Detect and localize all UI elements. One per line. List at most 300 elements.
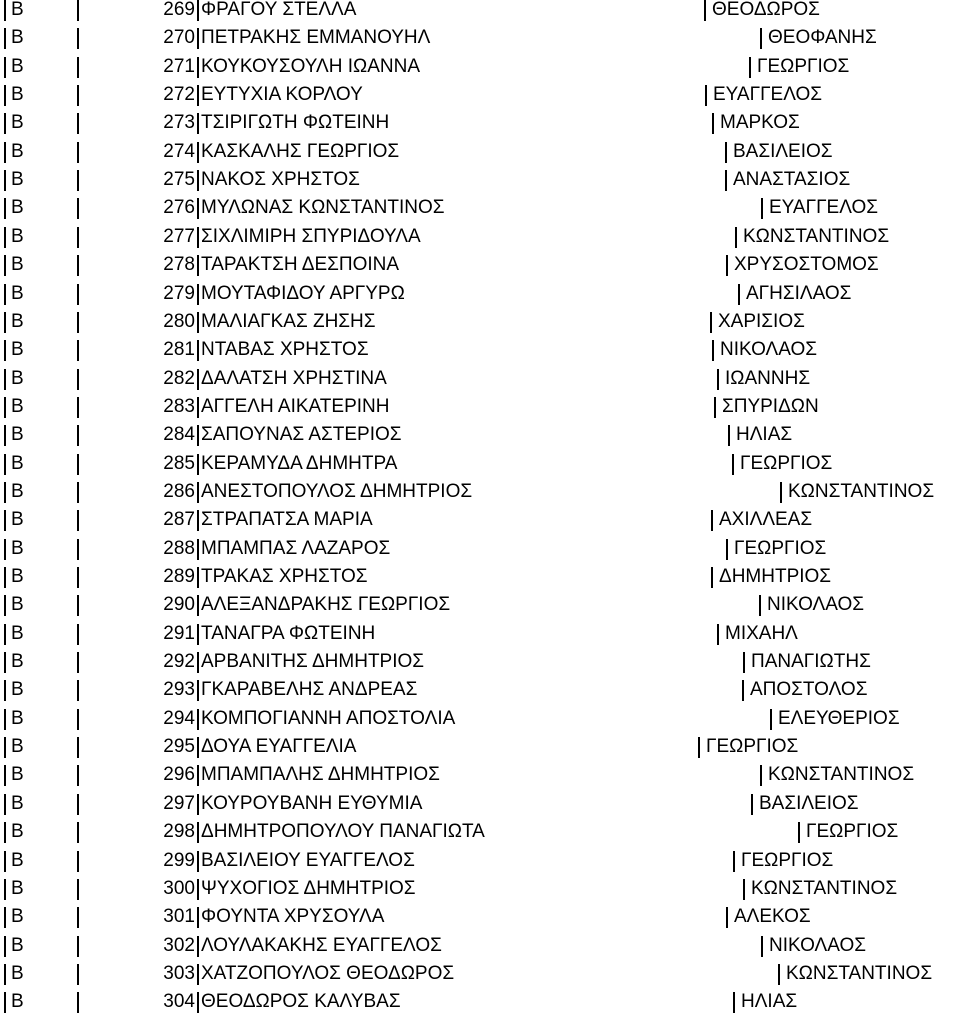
column-divider (77, 822, 79, 843)
number-cell: 295 (163, 736, 195, 758)
table-row (0, 535, 960, 563)
column-divider (751, 794, 753, 815)
name-cell: ΑΛΕΞΑΝΔΡΑΚΗΣ ΓΕΩΡΓΙΟΣ (201, 594, 451, 616)
column-divider (4, 369, 6, 390)
column-divider (77, 652, 79, 673)
column-divider (197, 340, 199, 361)
column-divider (77, 964, 79, 985)
column-divider (77, 397, 79, 418)
column-divider (4, 539, 6, 560)
column-divider (698, 737, 700, 758)
column-divider (197, 482, 199, 503)
column-divider (77, 198, 79, 219)
column-divider (4, 510, 6, 531)
class-cell: Β (11, 651, 24, 673)
table-row (0, 818, 960, 846)
column-divider (4, 454, 6, 475)
column-divider (77, 0, 79, 21)
column-divider (77, 567, 79, 588)
number-cell: 292 (163, 651, 195, 673)
name-cell: ΓΚΑΡΑΒΕΛΗΣ ΑΝΔΡΕΑΣ (201, 679, 418, 701)
column-divider (197, 765, 199, 786)
father-name-cell: ΓΕΩΡΓΙΟΣ (706, 736, 799, 758)
column-divider (4, 794, 6, 815)
class-cell: Β (11, 310, 24, 332)
table-row (0, 875, 960, 903)
name-cell: ΔΟΥΑ ΕΥΑΓΓΕΛΙΑ (201, 736, 357, 758)
column-divider (760, 765, 762, 786)
column-divider (77, 709, 79, 730)
name-cell: ΜΟΥΤΑΦΙΔΟΥ ΑΡΓΥΡΩ (201, 282, 405, 304)
column-divider (197, 454, 199, 475)
father-name-cell: ΝΙΚΟΛΑΟΣ (769, 934, 867, 956)
column-divider (77, 113, 79, 134)
table-row (0, 223, 960, 251)
name-cell: ΝΤΑΒΑΣ ΧΡΗΣΤΟΣ (201, 339, 369, 361)
class-cell: Β (11, 707, 24, 729)
table-row (0, 620, 960, 648)
column-divider (197, 28, 199, 49)
class-cell: Β (11, 594, 24, 616)
table-row (0, 24, 960, 52)
table-row (0, 109, 960, 137)
column-divider (4, 964, 6, 985)
table-row (0, 648, 960, 676)
column-divider (712, 340, 714, 361)
father-name-cell: ΧΡΥΣΟΣΤΟΜΟΣ (734, 254, 879, 276)
father-name-cell: ΚΩΝΣΤΑΝΤΙΝΟΣ (751, 877, 898, 899)
class-cell: Β (11, 0, 24, 20)
column-divider (798, 822, 800, 843)
column-divider (778, 964, 780, 985)
father-name-cell: ΓΕΩΡΓΙΟΣ (740, 452, 833, 474)
column-divider (717, 624, 719, 645)
column-divider (197, 822, 199, 843)
table-row (0, 336, 960, 364)
number-cell: 298 (163, 821, 195, 843)
name-cell: ΣΑΠΟΥΝΑΣ ΑΣΤΕΡΙΟΣ (201, 424, 402, 446)
column-divider (4, 170, 6, 191)
table-row (0, 53, 960, 81)
table-row (0, 705, 960, 733)
column-divider (4, 397, 6, 418)
name-cell: ΝΑΚΟΣ ΧΡΗΣΤΟΣ (201, 169, 360, 191)
column-divider (4, 879, 6, 900)
name-cell: ΤΑΝΑΓΡΑ ΦΩΤΕΙΝΗ (201, 622, 376, 644)
father-name-cell: ΘΕΟΦΑΝΗΣ (768, 27, 877, 49)
column-divider (197, 198, 199, 219)
column-divider (77, 907, 79, 928)
father-name-cell: ΓΕΩΡΓΙΟΣ (741, 849, 834, 871)
column-divider (726, 255, 728, 276)
column-divider (77, 284, 79, 305)
column-divider (77, 340, 79, 361)
number-cell: 270 (163, 27, 195, 49)
father-name-cell: ΜΑΡΚΟΣ (720, 112, 800, 134)
number-cell: 278 (163, 254, 195, 276)
column-divider (77, 312, 79, 333)
column-divider (77, 737, 79, 758)
name-cell: ΑΝΕΣΤΟΠΟΥΛΟΣ ΔΗΜΗΤΡΙΟΣ (201, 480, 473, 502)
table-row (0, 988, 960, 1016)
column-divider (77, 765, 79, 786)
number-cell: 283 (163, 395, 195, 417)
number-cell: 289 (163, 566, 195, 587)
column-divider (77, 57, 79, 78)
column-divider (733, 851, 735, 872)
number-cell: 275 (163, 169, 195, 191)
column-divider (4, 765, 6, 786)
column-divider (705, 85, 707, 106)
column-divider (197, 142, 199, 163)
name-cell: ΑΓΓΕΛΗ ΑΙΚΑΤΕΡΙΝΗ (201, 395, 390, 417)
column-divider (4, 425, 6, 446)
column-divider (761, 936, 763, 957)
table-row (0, 194, 960, 222)
number-cell: 280 (163, 310, 195, 332)
column-divider (77, 539, 79, 560)
column-divider (4, 142, 6, 163)
name-cell: ΔΗΜΗΤΡΟΠΟΥΛΟΥ ΠΑΝΑΓΙΩΤΑ (201, 821, 485, 843)
column-divider (197, 680, 199, 701)
father-name-cell: ΣΠΥΡΙΔΩΝ (722, 395, 819, 417)
column-divider (4, 255, 6, 276)
father-name-cell: ΕΥΑΓΓΕΛΟΣ (769, 197, 879, 219)
table-row (0, 393, 960, 421)
column-divider (733, 992, 735, 1013)
column-divider (4, 312, 6, 333)
column-divider (197, 964, 199, 985)
table-row (0, 478, 960, 506)
table-row (0, 81, 960, 109)
column-divider (4, 652, 6, 673)
column-divider (770, 709, 772, 730)
father-name-cell: ΓΕΩΡΓΙΟΣ (806, 821, 899, 843)
name-cell: ΑΡΒΑΝΙΤΗΣ ΔΗΜΗΤΡΙΟΣ (201, 651, 425, 673)
column-divider (77, 624, 79, 645)
class-cell: Β (11, 679, 24, 701)
class-cell: Β (11, 849, 24, 871)
father-name-cell: ΚΩΝΣΤΑΝΤΙΝΟΣ (768, 764, 915, 786)
number-cell: 304 (163, 991, 195, 1013)
father-name-cell: ΗΛΙΑΣ (736, 424, 793, 446)
column-divider (197, 879, 199, 900)
name-cell: ΕΥΤΥΧΙΑ ΚΟΡΛΟΥ (201, 84, 363, 106)
column-divider (4, 57, 6, 78)
column-divider (77, 482, 79, 503)
class-cell: Β (11, 424, 24, 446)
class-cell: Β (11, 225, 24, 247)
column-divider (710, 312, 712, 333)
class-cell: Β (11, 566, 24, 587)
name-cell: ΔΑΛΑΤΣΗ ΧΡΗΣΤΙΝΑ (201, 367, 387, 389)
name-cell: ΛΟΥΛΑΚΑΚΗΣ ΕΥΑΓΓΕΛΟΣ (201, 934, 442, 956)
column-divider (77, 142, 79, 163)
column-divider (4, 28, 6, 49)
number-cell: 294 (163, 707, 195, 729)
name-cell: ΜΠΑΜΠΑΣ ΛΑΖΑΡΟΣ (201, 537, 391, 559)
father-name-cell: ΑΛΕΚΟΣ (734, 906, 811, 928)
column-divider (77, 879, 79, 900)
table-row (0, 421, 960, 449)
column-divider (197, 567, 199, 588)
father-name-cell: ΑΝΑΣΤΑΣΙΟΣ (733, 169, 851, 191)
column-divider (728, 425, 730, 446)
column-divider (4, 198, 6, 219)
class-cell: Β (11, 197, 24, 219)
table-row (0, 280, 960, 308)
column-divider (714, 397, 716, 418)
column-divider (197, 113, 199, 134)
name-cell: ΜΥΛΩΝΑΣ ΚΩΝΣΤΑΝΤΙΝΟΣ (201, 197, 445, 219)
father-name-cell: ΔΗΜΗΤΡΙΟΣ (719, 566, 832, 587)
father-name-cell: ΚΩΝΣΤΑΝΤΙΝΟΣ (786, 962, 933, 984)
number-cell: 290 (163, 594, 195, 616)
table-row (0, 506, 960, 534)
column-divider (4, 907, 6, 928)
number-cell: 276 (163, 197, 195, 219)
father-name-cell: ΝΙΚΟΛΑΟΣ (720, 339, 818, 361)
column-divider (197, 539, 199, 560)
number-cell: 293 (163, 679, 195, 701)
class-cell: Β (11, 27, 24, 49)
column-divider (4, 680, 6, 701)
table-row (0, 761, 960, 789)
class-cell: Β (11, 991, 24, 1013)
column-divider (743, 879, 745, 900)
column-divider (197, 255, 199, 276)
class-cell: Β (11, 339, 24, 361)
class-cell: Β (11, 140, 24, 162)
column-divider (4, 482, 6, 503)
name-cell: ΠΕΤΡΑΚΗΣ ΕΜΜΑΝΟΥΗΛ (201, 27, 431, 49)
column-divider (4, 340, 6, 361)
column-divider (4, 992, 6, 1013)
number-cell: 297 (163, 792, 195, 814)
father-name-cell: ΠΑΝΑΓΙΩΤΗΣ (751, 651, 871, 673)
column-divider (197, 227, 199, 248)
column-divider (4, 113, 6, 134)
class-cell: Β (11, 792, 24, 814)
column-divider (197, 737, 199, 758)
column-divider (711, 510, 713, 531)
column-divider (77, 992, 79, 1013)
name-cell: ΤΣΙΡΙΓΩΤΗ ΦΩΤΕΙΝΗ (201, 112, 390, 134)
father-name-cell: ΓΕΩΡΓΙΟΣ (734, 537, 827, 559)
father-name-cell: ΝΙΚΟΛΑΟΣ (767, 594, 865, 616)
number-cell: 282 (163, 367, 195, 389)
class-cell: Β (11, 112, 24, 134)
column-divider (197, 992, 199, 1013)
number-cell: 299 (163, 849, 195, 871)
column-divider (725, 142, 727, 163)
class-cell: Β (11, 55, 24, 77)
column-divider (743, 652, 745, 673)
father-name-cell: ΑΧΙΛΛΕΑΣ (719, 509, 813, 531)
column-divider (726, 539, 728, 560)
class-cell: Β (11, 282, 24, 304)
column-divider (4, 284, 6, 305)
column-divider (77, 425, 79, 446)
class-cell: Β (11, 169, 24, 191)
class-cell: Β (11, 877, 24, 899)
column-divider (77, 85, 79, 106)
column-divider (4, 851, 6, 872)
column-divider (760, 28, 762, 49)
number-cell: 272 (163, 84, 195, 106)
father-name-cell: ΚΩΝΣΤΑΝΤΙΝΟΣ (743, 225, 890, 247)
column-divider (197, 425, 199, 446)
column-divider (77, 227, 79, 248)
name-cell: ΤΑΡΑΚΤΣΗ ΔΕΣΠΟΙΝΑ (201, 254, 400, 276)
name-cell: ΤΡΑΚΑΣ ΧΡΗΣΤΟΣ (201, 566, 368, 587)
column-divider (77, 369, 79, 390)
column-divider (77, 680, 79, 701)
column-divider (4, 85, 6, 106)
column-divider (717, 369, 719, 390)
column-divider (197, 170, 199, 191)
table-row (0, 847, 960, 875)
table-row (0, 308, 960, 336)
table-row (0, 903, 960, 931)
table-row (0, 960, 960, 988)
column-divider (197, 0, 199, 21)
table-row (0, 450, 960, 478)
column-divider (197, 652, 199, 673)
column-divider (780, 482, 782, 503)
number-cell: 291 (163, 622, 195, 644)
column-divider (4, 595, 6, 616)
name-cell: ΒΑΣΙΛΕΙΟΥ ΕΥΑΓΓΕΛΟΣ (201, 849, 415, 871)
column-divider (77, 454, 79, 475)
class-cell: Β (11, 962, 24, 984)
father-name-cell: ΘΕΟΔΩΡΟΣ (712, 0, 820, 20)
column-divider (77, 170, 79, 191)
father-name-cell: ΒΑΣΙΛΕΙΟΣ (733, 140, 833, 162)
column-divider (77, 936, 79, 957)
number-cell: 303 (163, 962, 195, 984)
name-cell: ΣΙΧΛΙΜΙΡΗ ΣΠΥΡΙΔΟΥΛΑ (201, 225, 421, 247)
table-row (0, 790, 960, 818)
father-name-cell: ΙΩΑΝΝΗΣ (725, 367, 811, 389)
number-cell: 271 (163, 55, 195, 77)
column-divider (735, 227, 737, 248)
number-cell: 288 (163, 537, 195, 559)
number-cell: 296 (163, 764, 195, 786)
column-divider (759, 595, 761, 616)
name-cell: ΨΥΧΟΓΙΟΣ ΔΗΜΗΤΡΙΟΣ (201, 877, 416, 899)
father-name-cell: ΜΙΧΑΗΛ (725, 622, 798, 644)
column-divider (197, 510, 199, 531)
column-divider (725, 170, 727, 191)
number-cell: 273 (163, 112, 195, 134)
column-divider (197, 794, 199, 815)
column-divider (4, 709, 6, 730)
number-cell: 285 (163, 452, 195, 474)
name-cell: ΚΟΥΡΟΥΒΑΝΗ ΕΥΘΥΜΙΑ (201, 792, 423, 814)
class-cell: Β (11, 395, 24, 417)
column-divider (77, 595, 79, 616)
column-divider (197, 907, 199, 928)
number-cell: 286 (163, 480, 195, 502)
name-cell: ΚΟΥΚΟΥΣΟΥΛΗ ΙΩΑΝΝΑ (201, 55, 420, 77)
father-name-cell: ΒΑΣΙΛΕΙΟΣ (759, 792, 859, 814)
column-divider (761, 198, 763, 219)
number-cell: 281 (163, 339, 195, 361)
class-cell: Β (11, 367, 24, 389)
table-row (0, 676, 960, 704)
column-divider (197, 57, 199, 78)
column-divider (749, 57, 751, 78)
class-cell: Β (11, 821, 24, 843)
number-cell: 300 (163, 877, 195, 899)
table-row (0, 166, 960, 194)
column-divider (4, 737, 6, 758)
column-divider (77, 255, 79, 276)
name-cell: ΚΟΜΠΟΓΙΑΝΝΗ ΑΠΟΣΤΟΛΙΑ (201, 707, 456, 729)
class-cell: Β (11, 84, 24, 106)
column-divider (4, 822, 6, 843)
class-cell: Β (11, 509, 24, 531)
father-name-cell: ΑΓΗΣΙΛΑΟΣ (746, 282, 852, 304)
column-divider (197, 624, 199, 645)
table-row (0, 251, 960, 279)
column-divider (197, 851, 199, 872)
class-cell: Β (11, 254, 24, 276)
column-divider (738, 284, 740, 305)
column-divider (197, 312, 199, 333)
name-cell: ΣΤΡΑΠΑΤΣΑ ΜΑΡΙΑ (201, 509, 373, 531)
name-cell: ΜΠΑΜΠΑΛΗΣ ΔΗΜΗΤΡΙΟΣ (201, 764, 440, 786)
father-name-cell: ΕΛΕΥΘΕΡΙΟΣ (778, 707, 900, 729)
father-name-cell: ΚΩΝΣΤΑΝΤΙΝΟΣ (788, 480, 935, 502)
number-cell: 284 (163, 424, 195, 446)
father-name-cell: ΧΑΡΙΣΙΟΣ (718, 310, 805, 332)
name-cell: ΘΕΟΔΩΡΟΣ ΚΑΛΥΒΑΣ (201, 991, 401, 1013)
class-cell: Β (11, 736, 24, 758)
column-divider (711, 567, 713, 588)
father-name-cell: ΗΛΙΑΣ (741, 991, 798, 1013)
column-divider (197, 936, 199, 957)
table-row (0, 733, 960, 761)
number-cell: 274 (163, 140, 195, 162)
number-cell: 277 (163, 225, 195, 247)
column-divider (197, 85, 199, 106)
column-divider (197, 397, 199, 418)
column-divider (712, 113, 714, 134)
number-cell: 269 (163, 0, 195, 20)
column-divider (742, 680, 744, 701)
father-name-cell: ΓΕΩΡΓΙΟΣ (757, 55, 850, 77)
table-row (0, 365, 960, 393)
table-row (0, 563, 960, 591)
column-divider (732, 454, 734, 475)
number-cell: 279 (163, 282, 195, 304)
class-cell: Β (11, 934, 24, 956)
class-cell: Β (11, 764, 24, 786)
column-divider (4, 567, 6, 588)
column-divider (4, 936, 6, 957)
class-cell: Β (11, 480, 24, 502)
column-divider (197, 369, 199, 390)
column-divider (726, 907, 728, 928)
table-row (0, 0, 960, 24)
name-cell: ΜΑΛΙΑΓΚΑΣ ΖΗΣΗΣ (201, 310, 376, 332)
class-cell: Β (11, 452, 24, 474)
name-cell: ΚΑΣΚΑΛΗΣ ΓΕΩΡΓΙΟΣ (201, 140, 400, 162)
column-divider (704, 0, 706, 21)
column-divider (77, 28, 79, 49)
